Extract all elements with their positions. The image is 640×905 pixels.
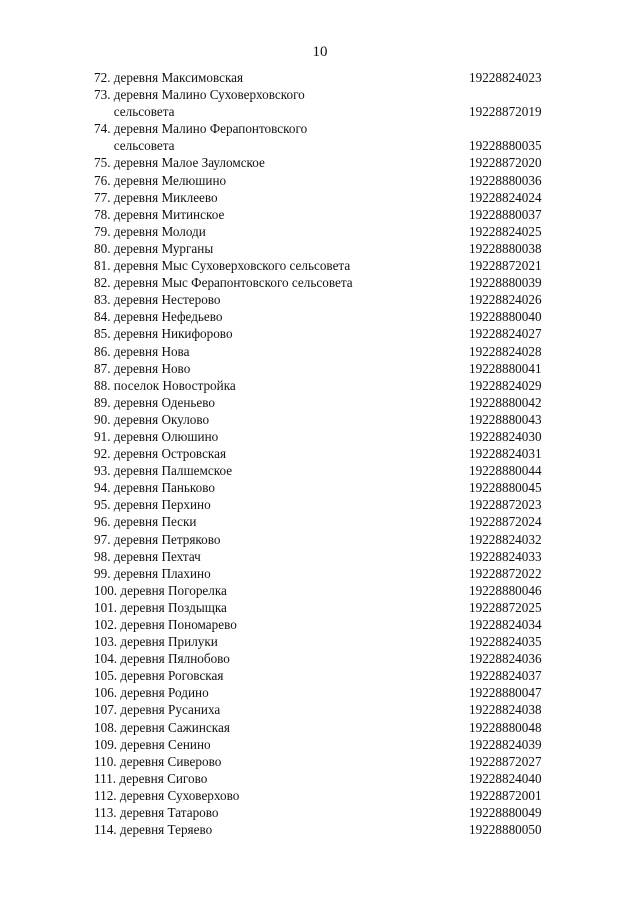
item-number: 109. [94, 736, 118, 752]
settlement-name-line: деревня Сигово [119, 770, 208, 786]
item-number: 97. [94, 531, 111, 547]
oktmo-code: 19228872019 [469, 104, 542, 120]
item-number: 106. [94, 685, 118, 701]
settlement-name-line: деревня Малино Ферапонтовского [113, 121, 308, 137]
list-item [94, 377, 564, 394]
oktmo-code: 19228824026 [469, 292, 542, 308]
item-number: 112. [94, 787, 117, 803]
item-number: 113. [94, 805, 117, 821]
settlement-name [94, 548, 394, 565]
list-item [94, 633, 564, 650]
list-item [94, 445, 564, 462]
settlement-name-line: деревня Прилуки [120, 634, 218, 650]
settlement-name [94, 633, 394, 650]
oktmo-code: 19228872025 [469, 599, 542, 615]
settlement-name [94, 223, 394, 240]
oktmo-code: 19228824036 [469, 651, 542, 667]
settlement-name-line: деревня Пески [113, 514, 197, 530]
settlement-name-line: деревня Пономарево [120, 617, 237, 632]
settlement-name [94, 394, 394, 411]
settlement-name-line: деревня Сенино [120, 736, 211, 752]
oktmo-code: 19228880042 [469, 394, 542, 410]
settlement-name [94, 377, 394, 394]
item-number: 75. [94, 155, 111, 171]
item-number: 86. [94, 343, 111, 359]
list-item [94, 223, 564, 240]
settlement-name [94, 325, 394, 342]
item-number: 96. [94, 514, 111, 530]
settlement-name-line: деревня Русаниха [120, 702, 221, 718]
settlement-name-line: деревня Миклеево [113, 189, 218, 205]
oktmo-code: 19228880048 [469, 719, 542, 735]
settlement-name-line: деревня Родино [120, 685, 209, 701]
oktmo-code: 19228880035 [469, 138, 542, 154]
oktmo-code: 19228824032 [469, 531, 542, 547]
oktmo-code: 19228872022 [469, 565, 542, 581]
oktmo-code: 19228872024 [469, 514, 542, 530]
settlement-name [94, 684, 394, 701]
item-number: 100. [94, 582, 118, 598]
oktmo-code: 19228880038 [469, 240, 542, 256]
item-number: 76. [94, 172, 111, 188]
item-number: 107. [94, 702, 118, 718]
list-item [94, 291, 564, 308]
item-number: 108. [94, 719, 118, 735]
settlement-name-line: деревня Нова [113, 343, 190, 359]
settlement-name-line: деревня Палшемское [113, 463, 233, 479]
list-item [94, 154, 564, 171]
settlement-name [94, 206, 394, 223]
item-number: 81. [94, 258, 111, 274]
settlement-name-line: деревня Малино Суховерховского [113, 87, 305, 103]
list-item [94, 753, 564, 770]
settlement-name [94, 274, 394, 291]
settlement-name [94, 343, 394, 360]
item-number: 103. [94, 634, 118, 650]
list-item [94, 684, 564, 701]
settlement-name [94, 719, 394, 736]
list-item [94, 325, 564, 342]
settlement-name [94, 257, 394, 274]
settlement-name-line: деревня Поздыщка [120, 599, 227, 615]
list-item [94, 411, 564, 428]
item-number: 92. [94, 446, 111, 462]
settlement-name-line: деревня Ново [113, 360, 191, 376]
settlement-name [94, 531, 394, 548]
settlement-name [94, 565, 394, 582]
settlement-name-line: деревня Мурганы [113, 240, 214, 256]
list-item [94, 189, 564, 206]
settlement-name [94, 650, 394, 667]
settlement-name-line: деревня Пехтач [113, 548, 201, 564]
item-number: 82. [94, 275, 111, 291]
item-number: 101. [94, 599, 118, 615]
oktmo-code: 19228824039 [469, 736, 542, 752]
settlement-name [94, 821, 394, 838]
list-item [94, 428, 564, 445]
list-item [94, 582, 564, 599]
settlement-name [94, 411, 394, 428]
settlement-name-line: поселок Новостройка [113, 377, 236, 393]
page-number: 10 [312, 44, 328, 60]
settlement-name [94, 787, 394, 804]
oktmo-code: 19228824035 [469, 634, 542, 650]
oktmo-code: 19228824034 [469, 617, 542, 632]
settlement-name-line: деревня Оденьево [113, 394, 216, 410]
oktmo-code: 19228824033 [469, 548, 542, 564]
item-number: 74. [94, 121, 111, 137]
settlement-name-line: деревня Никифорово [113, 326, 233, 342]
list-item [94, 360, 564, 377]
settlement-name-line: деревня Окулово [113, 411, 210, 427]
list-item [94, 719, 564, 736]
settlement-name-line: деревня Петряково [113, 531, 221, 547]
list-item [94, 86, 564, 120]
item-number: 111. [94, 770, 117, 786]
list-item [94, 770, 564, 787]
settlement-name-line: деревня Плахино [113, 565, 211, 581]
settlement-name [94, 770, 394, 787]
item-number: 72. [94, 70, 111, 85]
list-item [94, 701, 564, 718]
list-item [94, 821, 564, 838]
settlement-name [94, 360, 394, 377]
list-item [94, 616, 564, 633]
settlement-name [94, 804, 394, 821]
settlement-name [94, 736, 394, 753]
oktmo-code: 19228872001 [469, 787, 542, 803]
list-item [94, 394, 564, 411]
item-number: 114. [94, 822, 117, 838]
oktmo-code: 19228872021 [469, 258, 542, 274]
oktmo-code: 19228824030 [469, 428, 542, 444]
settlement-name-line: деревня Сиверово [119, 753, 222, 769]
oktmo-code: 19228880046 [469, 582, 542, 598]
settlement-name-line: деревня Паньково [113, 480, 215, 496]
settlement-name [94, 69, 394, 86]
settlement-name-line: деревня Малое Зауломское [113, 155, 265, 171]
item-number: 88. [94, 377, 111, 393]
settlement-name-line: деревня Теряево [119, 822, 213, 838]
settlement-name [94, 291, 394, 308]
settlement-name [94, 479, 394, 496]
oktmo-code: 19228880041 [469, 360, 542, 376]
settlement-name [94, 428, 394, 445]
list-item [94, 787, 564, 804]
list-item [94, 343, 564, 360]
settlement-name-line: деревня Татарово [119, 805, 219, 821]
settlement-name [94, 172, 394, 189]
item-number: 78. [94, 206, 111, 222]
item-number: 99. [94, 565, 111, 581]
item-number: 102. [94, 617, 118, 632]
oktmo-code: 19228824029 [469, 377, 542, 393]
list-item [94, 548, 564, 565]
list-item [94, 257, 564, 274]
item-number: 85. [94, 326, 111, 342]
item-number: 91. [94, 428, 111, 444]
item-number: 84. [94, 309, 111, 325]
oktmo-code: 19228824037 [469, 668, 542, 684]
item-number: 90. [94, 411, 111, 427]
settlement-name [94, 86, 394, 120]
list-item [94, 496, 564, 513]
oktmo-code: 19228824024 [469, 189, 542, 205]
oktmo-code: 19228872020 [469, 155, 542, 171]
item-number: 93. [94, 463, 111, 479]
item-number: 110. [94, 753, 117, 769]
list-item [94, 531, 564, 548]
settlement-name-line: деревня Мелюшино [113, 172, 227, 188]
oktmo-code: 19228872023 [469, 497, 542, 513]
oktmo-code: 19228880036 [469, 172, 542, 188]
list-item [94, 462, 564, 479]
list-item [94, 69, 564, 86]
item-number: 104. [94, 651, 118, 667]
settlement-name [94, 667, 394, 684]
list-item [94, 565, 564, 582]
settlement-name [94, 462, 394, 479]
oktmo-code: 19228880047 [469, 685, 542, 701]
item-number: 98. [94, 548, 111, 564]
settlement-name-line: деревня Нестерово [113, 292, 221, 308]
list-item [94, 804, 564, 821]
list-item [94, 736, 564, 753]
oktmo-code: 19228880039 [469, 275, 542, 291]
list-item [94, 308, 564, 325]
oktmo-code: 19228880040 [469, 309, 542, 325]
settlement-name-line: деревня Роговская [120, 668, 224, 684]
settlement-name-line: деревня Мыс Суховерховского сельсовета [113, 258, 351, 274]
settlement-name [94, 120, 394, 154]
oktmo-code: 19228824038 [469, 702, 542, 718]
settlement-name-line: деревня Нефедьево [113, 309, 223, 325]
settlement-name-line: сельсовета [113, 138, 175, 154]
settlement-name [94, 240, 394, 257]
settlement-name [94, 616, 394, 633]
list-item [94, 513, 564, 530]
settlement-name-line: деревня Митинское [113, 206, 225, 222]
settlement-name-line: деревня Сажинская [120, 719, 230, 735]
oktmo-code: 19228880037 [469, 206, 542, 222]
item-number: 77. [94, 189, 111, 205]
oktmo-code: 19228824025 [469, 223, 542, 239]
oktmo-code: 19228872027 [469, 753, 542, 769]
oktmo-code: 19228880044 [469, 463, 542, 479]
list-item [94, 120, 564, 154]
settlement-name-line: деревня Погорелка [120, 582, 227, 598]
oktmo-code: 19228824027 [469, 326, 542, 342]
settlement-name-line: деревня Молоди [113, 223, 206, 239]
settlement-name-line: деревня Пялнобово [120, 651, 230, 667]
settlement-name [94, 496, 394, 513]
oktmo-code: 19228880043 [469, 411, 542, 427]
settlement-name-line: деревня Олюшино [113, 428, 219, 444]
settlement-name-line: сельсовета [113, 104, 175, 120]
oktmo-code: 19228880050 [469, 822, 542, 838]
item-number: 94. [94, 480, 111, 496]
oktmo-code: 19228824040 [469, 770, 542, 786]
list-item [94, 667, 564, 684]
list-item [94, 274, 564, 291]
list-item [94, 240, 564, 257]
settlement-name-line: деревня Максимовская [113, 70, 244, 85]
settlement-name [94, 753, 394, 770]
settlement-name [94, 582, 394, 599]
item-number: 83. [94, 292, 111, 308]
item-number: 105. [94, 668, 118, 684]
item-number: 89. [94, 394, 111, 410]
list-item [94, 650, 564, 667]
settlement-name [94, 154, 394, 171]
settlement-name [94, 701, 394, 718]
oktmo-code: 19228824028 [469, 343, 542, 359]
settlement-name-line: деревня Мыс Ферапонтовского сельсовета [113, 275, 353, 291]
item-number: 87. [94, 360, 111, 376]
item-number: 80. [94, 240, 111, 256]
settlement-name [94, 445, 394, 462]
settlement-list [94, 69, 564, 838]
oktmo-code: 19228880045 [469, 480, 542, 496]
settlement-name-line: деревня Перхино [113, 497, 211, 513]
list-item [94, 479, 564, 496]
oktmo-code: 19228824023 [469, 70, 542, 85]
settlement-name [94, 189, 394, 206]
item-number: 73. [94, 87, 111, 103]
settlement-name-line: деревня Суховерхово [119, 787, 240, 803]
list-item [94, 599, 564, 616]
settlement-name-line: деревня Островская [113, 446, 227, 462]
settlement-name [94, 599, 394, 616]
item-number: 79. [94, 223, 111, 239]
list-item [94, 172, 564, 189]
settlement-name [94, 513, 394, 530]
oktmo-code: 19228824031 [469, 446, 542, 462]
settlement-name [94, 308, 394, 325]
item-number: 95. [94, 497, 111, 513]
list-item [94, 206, 564, 223]
oktmo-code: 19228880049 [469, 805, 542, 821]
